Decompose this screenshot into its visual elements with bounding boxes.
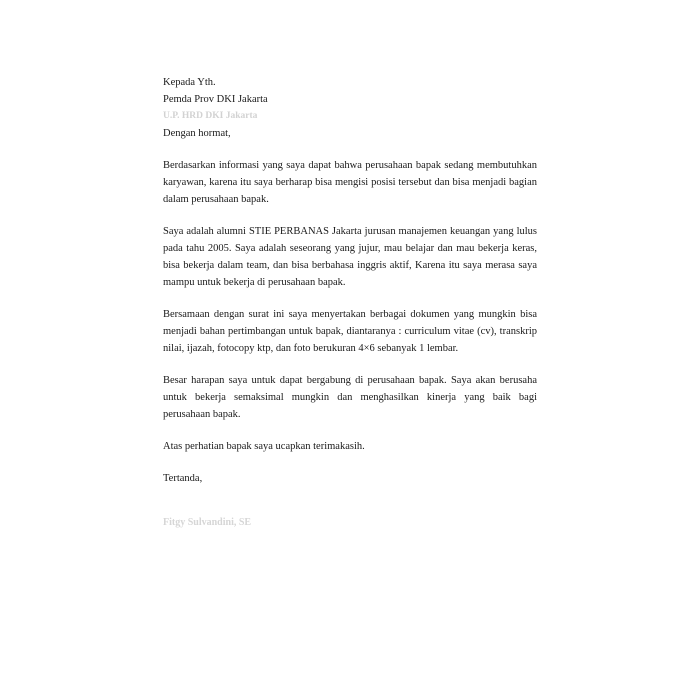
recipient-line-2: Pemda Prov DKI Jakarta — [163, 94, 268, 105]
recipient-line-3-faint: U.P. HRD DKI Jakarta — [163, 111, 258, 121]
signature-name: Fitgy Sulvandini, SE — [163, 517, 252, 528]
signoff: Tertanda, — [163, 473, 203, 484]
paragraph-2: Saya adalah alumni STIE PERBANAS Jakarta jurusan manajemen keuangan yang lulus pada tahu 2005. Saya adalah seseorang yang jujur, mau belajar dan mau bekerja keras, bisa bekerja dalam team, dan bisa berbahasa inggris aktif, Karena itu saya merasa saya mampu untuk bekerja di perusahaan bapak. — [163, 226, 537, 288]
letter-body — [163, 74, 537, 528]
closing-line: Atas perhatian bapak saya ucapkan terimakasih. — [163, 441, 365, 452]
paragraph-1: Berdasarkan informasi yang saya dapat bahwa perusahaan bapak sedang membutuhkan karyawan, karena itu saya berharap bisa mengisi posisi tersebut dan bisa menjadi bagian dalam perusahaan bapak. — [163, 160, 537, 205]
recipient-line-1: Kepada Yth. — [163, 77, 216, 88]
paragraph-3: Bersamaan dengan surat ini saya menyertakan berbagai dokumen yang mungkin bisa menjadi bahan pertimbangan untuk bapak, diantaranya : curriculum vitae (cv), transkrip nilai, ijazah, fotocopy ktp, dan foto berukuran 4×6 sebanyak 1 lembar. — [163, 309, 537, 354]
greeting: Dengan hormat, — [163, 128, 231, 139]
paragraph-4: Besar harapan saya untuk dapat bergabung di perusahaan bapak. Saya akan berusaha untuk bekerja semaksimal mungkin dan menghasilkan kinerja yang baik bagi perusahaan bapak. — [163, 375, 537, 420]
